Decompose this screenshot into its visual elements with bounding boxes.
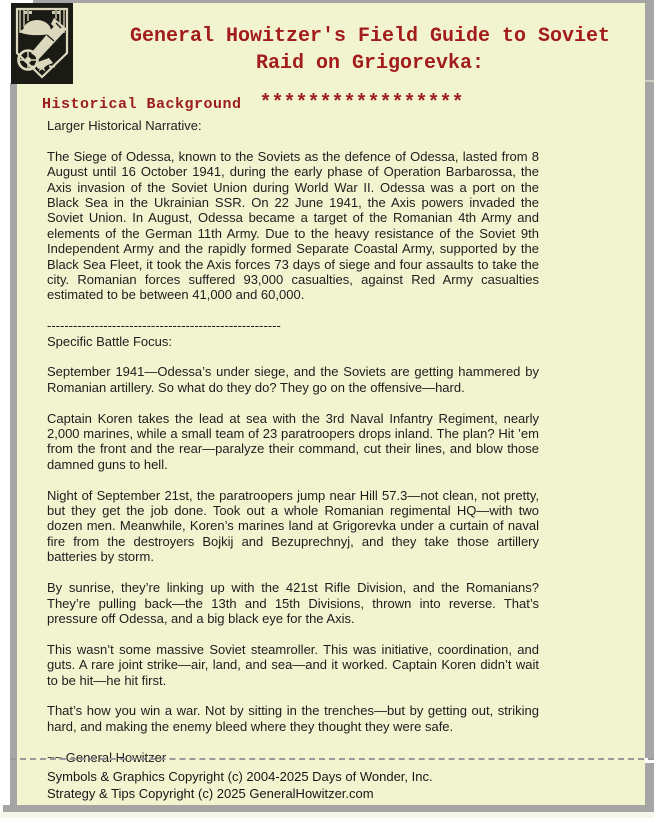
page-title	[84, 6, 654, 87]
section-heading-stars: *****************	[259, 92, 464, 115]
paragraph-captain-koren: Captain Koren takes the lead at sea with the 3rd Naval Infantry Regiment, nearly 2,000 marines, while a small team of 23 paratroopers drops inland. The plan? Hit ’em from the front and the rear—paralyze their command, cut their lines, and blow those damned guns to hell.	[47, 410, 539, 472]
separator-line: ------------------------------------------------------	[47, 318, 281, 334]
footer-copyright-strategy: Strategy & Tips Copyright (c) 2025 GeneralHowitzer.com	[47, 785, 374, 801]
footer-copyright-graphics: Symbols & Graphics Copyright (c) 2004-2025 Days of Wonder, Inc.	[47, 769, 433, 784]
howitzer-badge-art	[11, 3, 73, 84]
paragraph-by-sunrise: By sunrise, they’re linking up with the 421st Rifle Division, and the Romanians? They’re pulling back—the 13th and 15th Divisions, thrown into reverse. That’s pressure off Odessa, and a big black eye for the Axis.	[47, 580, 539, 626]
narrative-label: Larger Historical Narrative:	[47, 118, 202, 133]
paragraph-night-of-september: Night of September 21st, the paratroopers jump near Hill 57.3—not clean, not pretty, but they get the job done. Took out a whole Romanian regimental HQ—with two dozen men. Meanwhile, Koren’s marines land at Grigorevka under a curtain of naval fire from the destroyers Bojkij and Bezuprechnyj, and they take those artillery batteries by storm.	[47, 487, 539, 565]
content-area	[17, 84, 645, 805]
section-heading	[42, 94, 464, 115]
bottom-frame-bar	[3, 805, 654, 812]
footer-divider	[10, 758, 654, 760]
howitzer-badge-icon	[11, 3, 73, 84]
right-frame-bar-lower	[645, 763, 654, 805]
signature: ~~ General Howitzer	[47, 749, 167, 765]
paragraph-win-a-war: That’s how you win a war. Not by sitting in the trenches—but by getting out, striking hard, and making the enemy bleed where they thought they were safe.	[47, 703, 539, 734]
left-frame-bar	[10, 83, 17, 805]
battle-focus-label: Specific Battle Focus:	[47, 333, 172, 349]
bottom-strip	[0, 812, 654, 818]
page-title-line2: Raid on Grigorevka:	[255, 51, 485, 75]
footer	[47, 769, 607, 802]
paragraph-joint-strike: This wasn’t some massive Soviet steamroller. This was initiative, coordination, and guts. A rare joint strike—air, land, and sea—and it worked. Captain Koren didn’t wait to be hit—he hit first.	[47, 641, 539, 688]
right-frame-bar	[645, 8, 654, 758]
paragraph-siege-of-odessa: The Siege of Odessa, known to the Soviets as the defence of Odessa, lasted from 8 August until 16 October 1941, during the early phase of Operation Barbarossa, the Axis invasion of the Soviet Union during World War II. Odessa was a port on the Black Sea in the Ukrainian SSR. On 22 June 1941, the Axis powers invaded the Soviet Union. In August, Odessa became a target of the Romanian 4th Army and elements of the German 11th Army. Due to the heavy resistance of the Soviet 9th Independent Army and the rapidly formed Separate Coastal Army, supported by the Black Sea Fleet, it took the Axis forces 73 days of siege and four assaults to take the city. Romanian forces suffered 93,000 casualties, against Red Army casualties estimated to be between 41,000 and 60,000.	[47, 148, 539, 303]
section-heading-label: Historical Background	[42, 96, 242, 113]
paragraph-september-1941: September 1941—Odessa’s under siege, and the Soviets are getting hammered by Romanian artillery. So what do they do? They go on the offensive—hard.	[47, 364, 539, 395]
page-title-line1: General Howitzer's Field Guide to Soviet	[129, 24, 611, 48]
header	[11, 3, 645, 84]
document-body	[47, 118, 539, 780]
